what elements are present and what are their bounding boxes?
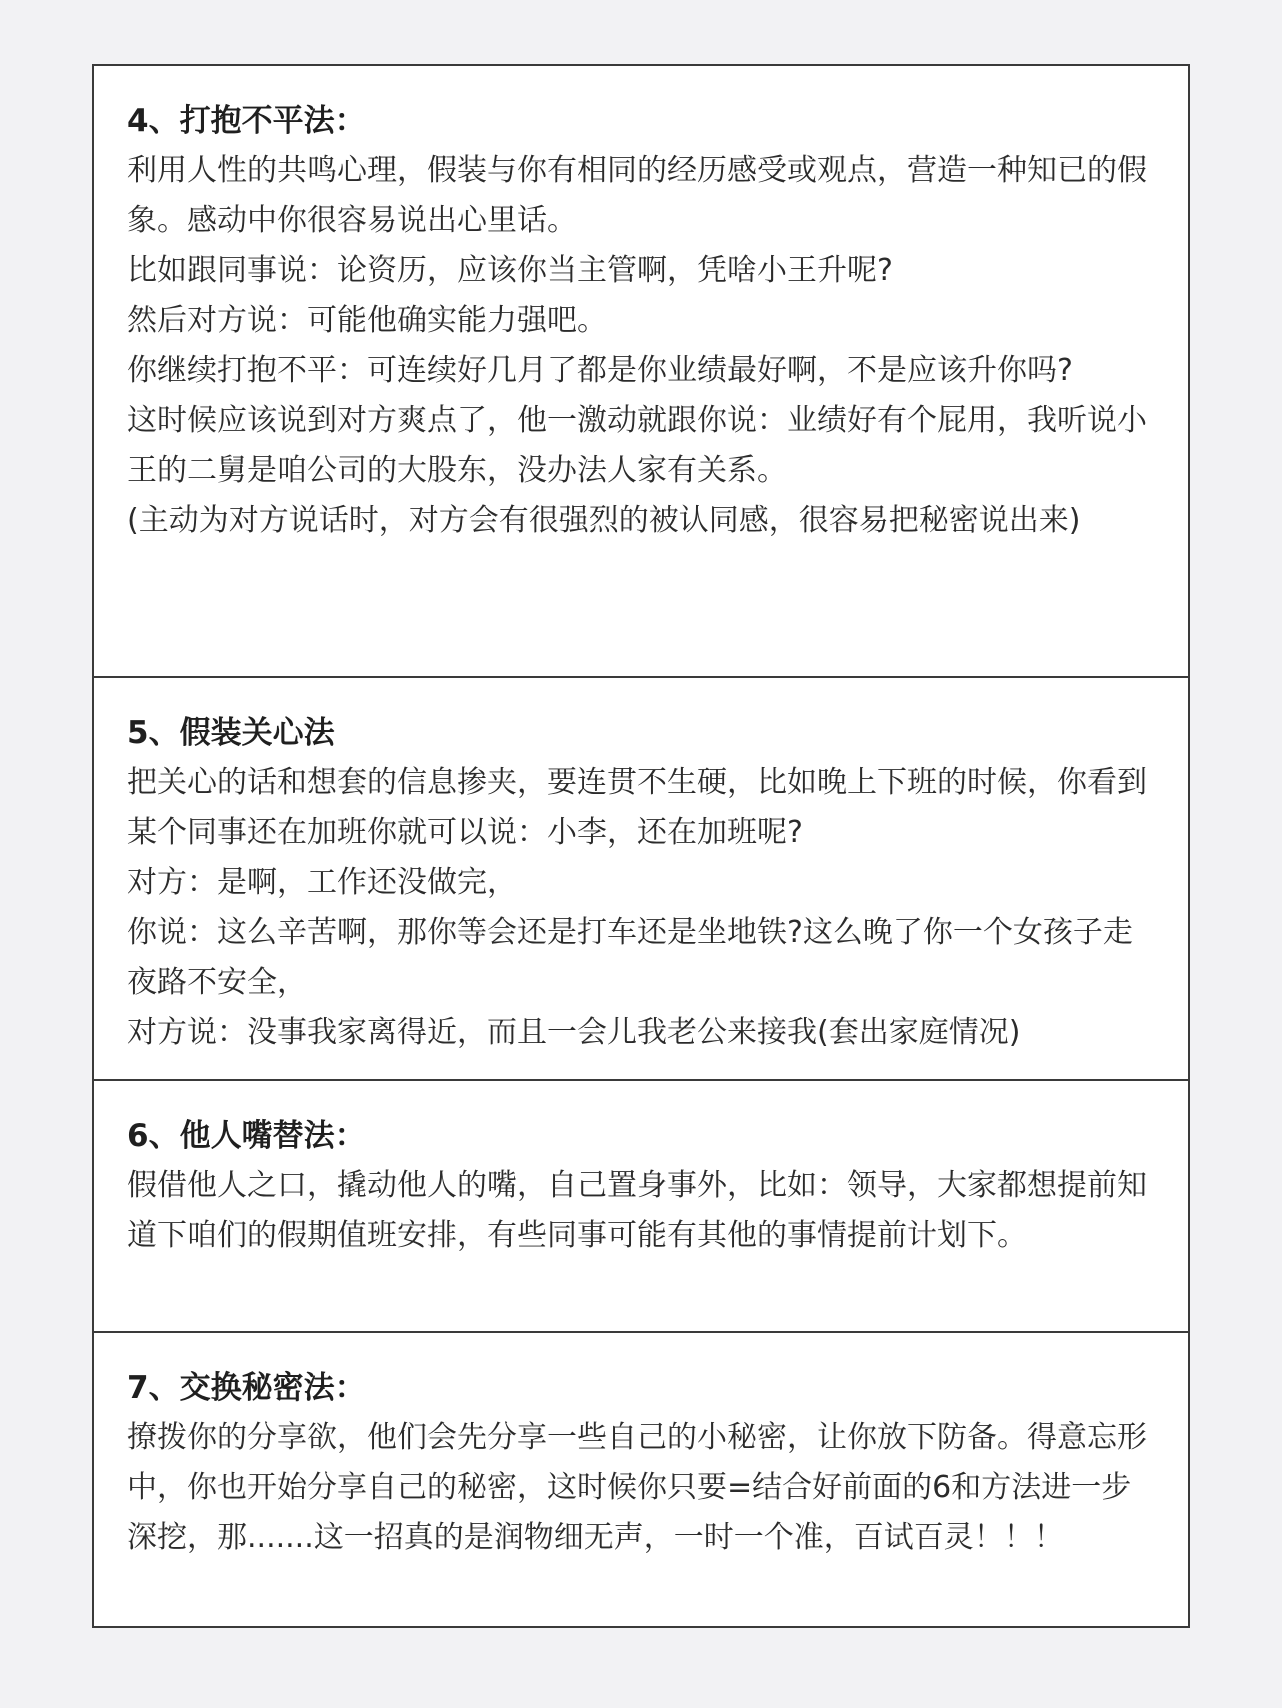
paragraph: 对方：是啊，工作还没做完， [127,865,517,900]
paragraph: 然后对方说：可能他确实能力强吧。 [127,303,607,338]
section-title: 4、打抱不平法： [127,103,366,139]
section-5-method [94,676,1188,1079]
paragraph: 比如跟同事说：论资历，应该你当主管啊，凭啥小王升呢? [127,253,893,288]
paragraph: 假借他人之口，撬动他人的嘴，自己置身事外，比如：领导，大家都想提前知道下咱们的假期值班安排，有些同事可能有其他的事情提前计划下。 [127,1168,1147,1253]
section-6-method [94,1079,1188,1331]
paragraph: 撩拨你的分享欲，他们会先分享一些自己的小秘密，让你放下防备。得意忘形中，你也开始分享自己的秘密，这时候你只要=结合好前面的6和方法进一步深挖，那.......这一招真的是润物细无声，一时一个准，百试百灵！！！ [127,1420,1147,1555]
paragraph: 利用人性的共鸣心理，假装与你有相同的经历感受或观点，营造一种知已的假象。感动中你很容易说出心里话。 [127,153,1147,238]
paragraph: 你说：这么辛苦啊，那你等会还是打车还是坐地铁?这么晚了你一个女孩子走夜路不安全， [127,915,1133,1000]
paragraph: 对方说：没事我家离得近，而且一会儿我老公来接我(套出家庭情况) [127,1015,1021,1050]
section-7-method [94,1331,1188,1628]
section-4-method [94,66,1188,676]
paragraph: 你继续打抱不平：可连续好几月了都是你业绩最好啊，不是应该升你吗? [127,353,1073,388]
section-title: 7、交换秘密法： [127,1370,366,1406]
paragraph: 这时候应该说到对方爽点了，他一激动就跟你说：业绩好有个屁用，我听说小王的二舅是咱公司的大股东，没办法人家有关系。 [127,403,1147,488]
section-title: 6、他人嘴替法： [127,1118,366,1154]
section-title: 5、假装关心法 [127,715,335,751]
paragraph: 把关心的话和想套的信息掺夹，要连贯不生硬，比如晚上下班的时候，你看到某个同事还在加班你就可以说：小李，还在加班呢? [127,765,1147,850]
paragraph: (主动为对方说话时，对方会有很强烈的被认同感，很容易把秘密说出来) [127,503,1081,538]
content-table [92,64,1190,1628]
